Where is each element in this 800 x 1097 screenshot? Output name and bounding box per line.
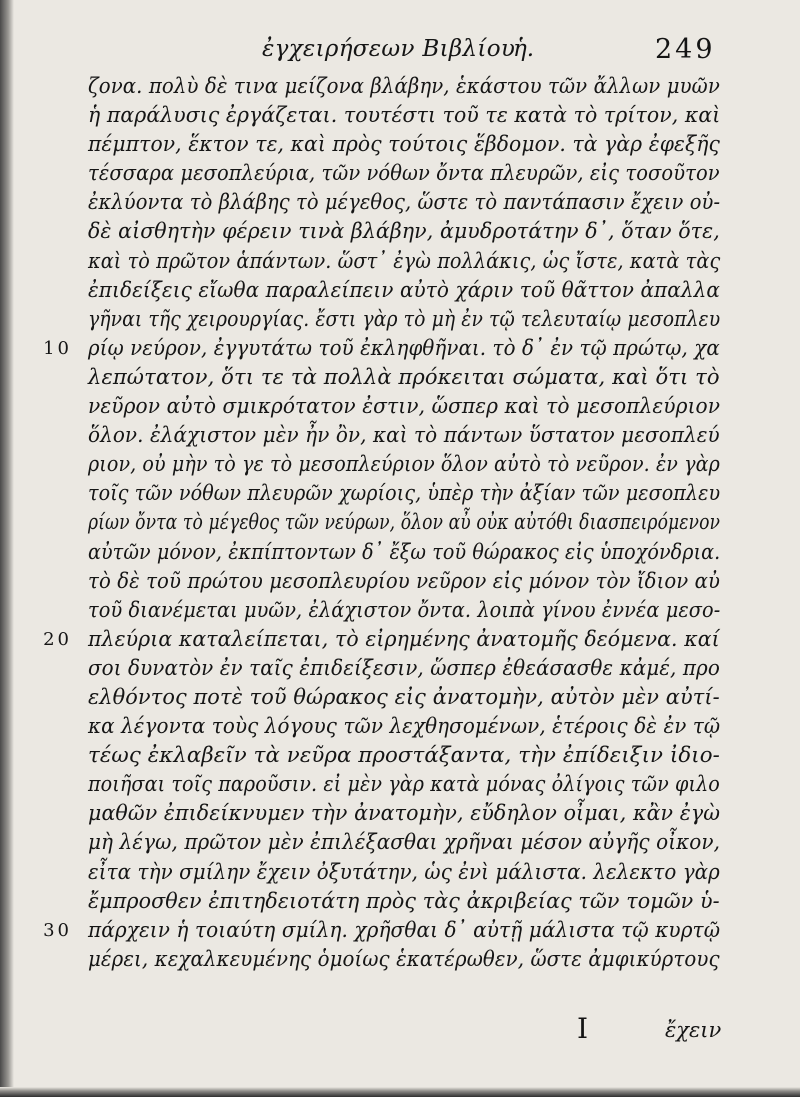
line-text: ἐπιδείξεις εἴωθα παραλείπειν αὐτὸ χάριν τοῦ θᾶττον ἀπαλλα bbox=[88, 277, 720, 302]
text-line bbox=[88, 741, 728, 770]
text-line bbox=[88, 945, 728, 974]
line-number: 20 bbox=[43, 628, 72, 650]
running-head bbox=[0, 30, 800, 66]
line-text: ελθόντος ποτὲ τοῦ θώρακος εἰς ἀνατομὴν, αὐτὸν μὲν αὐτί- bbox=[88, 684, 720, 709]
text-line bbox=[43, 625, 728, 654]
line-text: ἡ παράλυσις ἐργάζεται. τουτέστι τοῦ τε κατὰ τὸ τρίτον, καὶ bbox=[88, 103, 721, 128]
line-text: ρίων ὄντα τὸ μέγεθος τῶν νεύρων, ὅλον αὖ οὐκ αὐτόθι διασπειρόμενον bbox=[88, 510, 721, 535]
running-head-book-number: ἡ. bbox=[513, 36, 535, 62]
text-line bbox=[88, 188, 728, 217]
text-line bbox=[88, 276, 728, 305]
line-text: ὅλον. ἐλάχιστον μὲν ἦν ὂν, καὶ τὸ πάντων ὕστατον μεσοπλεύ bbox=[88, 423, 720, 448]
text-line bbox=[88, 479, 728, 508]
page-number: 249 bbox=[655, 34, 716, 65]
line-text: κα λέγοντα τοὺς λόγους τῶν λεχθησομένων, ἑτέροις δὲ ἐν τῷ bbox=[88, 714, 721, 739]
line-text: λεπώτατον, ὅτι τε τὰ πολλὰ πρόκειται σώματα, καὶ ὅτι τὸ bbox=[88, 364, 720, 389]
line-text: πλεύρια καταλείπεται, τὸ εἰρημένης ἀνατομῆς δεόμενα. καί bbox=[88, 626, 720, 651]
line-text: πάρχειν ἡ τοιαύτη σμίλη. χρῆσθαι δ᾽ αὐτῇ μάλιστα τῷ κυρτῷ bbox=[88, 917, 721, 942]
text-line bbox=[88, 363, 728, 392]
text-line bbox=[88, 799, 728, 828]
line-text: μέρει, κεχαλκευμένης ὁμοίως ἑκατέρωθεν, ὥστε ἀμφικύρτους bbox=[88, 946, 720, 971]
text-line bbox=[88, 450, 728, 479]
line-number: 30 bbox=[43, 919, 72, 941]
text-line bbox=[88, 101, 728, 130]
text-line bbox=[88, 392, 728, 421]
line-number: 10 bbox=[43, 337, 72, 359]
line-text: πέμπτον, ἕκτον τε, καὶ πρὸς τούτοις ἕβδομον. τὰ γὰρ ἐφεξῆς bbox=[88, 132, 720, 157]
line-text: μαθῶν ἐπιδείκνυμεν τὴν ἀνατομὴν, εὔδηλον οἶμαι, κἂν ἐγὼ bbox=[88, 801, 721, 826]
line-text: μὴ λέγω, πρῶτον μὲν ἐπιλέξασθαι χρῆναι μέσον αὐγῆς οἶκον, bbox=[88, 830, 721, 855]
text-line bbox=[88, 654, 728, 683]
line-text: αὐτῶν μόνον, ἐκπίπτοντων δ᾽ ἔξω τοῦ θώρακος εἰς ὑποχόνδρια. bbox=[88, 539, 721, 564]
line-text: ρίῳ νεύρον, ἐγγυτάτω τοῦ ἐκληφθῆναι. τὸ δ᾽ ἐν τῷ πρώτῳ, χα bbox=[88, 335, 720, 360]
text-line bbox=[88, 130, 728, 159]
text-line bbox=[88, 305, 728, 334]
text-line bbox=[88, 217, 728, 246]
line-text: τοῖς τῶν νόθων πλευρῶν χωρίοις, ὑπὲρ τὴν ἀξίαν τῶν μεσοπλευ bbox=[88, 481, 721, 506]
text-line bbox=[88, 770, 728, 799]
line-text: γῆναι τῆς χειρουργίας. ἔστι γὰρ τὸ μὴ ἐν τῷ τελευταίῳ μεσοπλευ bbox=[88, 306, 721, 331]
line-text: τὸ δὲ τοῦ πρώτου μεσοπλευρίου νεῦρον εἰς μόνον τὸν ἴδιον αὐ bbox=[88, 568, 721, 593]
text-line bbox=[88, 567, 728, 596]
line-text: ζονα. πολὺ δὲ τινα μείζονα βλάβην, ἑκάστου τῶν ἄλλων μυῶν bbox=[88, 74, 720, 98]
text-line bbox=[88, 683, 728, 712]
line-text: δὲ αἰσθητὴν φέρειν τινὰ βλάβην, ἀμυδροτάτην δ᾽, ὅταν ὅτε, bbox=[88, 219, 720, 244]
text-line bbox=[88, 508, 728, 537]
line-text: νεῦρον αὐτὸ σμικρότατον ἐστιν, ὥσπερ καὶ τὸ μεσοπλεύριον bbox=[88, 394, 721, 419]
text-line bbox=[88, 887, 728, 916]
line-text: σοι δυνατὸν ἐν ταῖς ἐπιδείξεσιν, ὥσπερ ἐθεάσασθε κἀμέ, προ bbox=[88, 655, 720, 680]
line-text: ἔμπροσθεν ἐπιτηδειοτάτη πρὸς τὰς ἀκριβείας τῶν τομῶν ὑ- bbox=[88, 888, 720, 913]
line-text: ἐκλύοντα τὸ βλάβης τὸ μέγεθος, ὥστε τὸ παντάπασιν ἔχειν οὐ- bbox=[88, 190, 721, 215]
line-text: ποιῆσαι τοῖς παροῦσιν. εἰ μὲν γὰρ κατὰ μόνας ὀλίγοις τῶν φιλο bbox=[88, 772, 720, 797]
running-head-title: ἐγχειρήσεων Βιβλίου bbox=[262, 36, 516, 62]
line-text: τοῦ διανέμεται μυῶν, ἐλάχιστον ὄντα. λοιπὰ γίνου ἐννέα μεσο- bbox=[88, 597, 721, 622]
line-text: καὶ τὸ πρῶτον ἁπάντων. ὥστ᾽ ἐγὼ πολλάκις, ὡς ἴστε, κατὰ τὰς bbox=[88, 248, 721, 273]
line-text: τέσσαρα μεσοπλεύρια, τῶν νόθων ὄντα πλευρῶν, εἰς τοσοῦτον bbox=[88, 161, 720, 186]
text-line bbox=[88, 596, 728, 625]
text-line bbox=[88, 421, 728, 450]
line-text: τέως ἐκλαβεῖν τὰ νεῦρα προστάξαντα, τὴν ἐπίδειξιν ἰδιο- bbox=[88, 743, 720, 768]
catchword: ἔχειν bbox=[665, 1018, 722, 1042]
text-line bbox=[88, 828, 728, 857]
signature-mark: I bbox=[577, 1012, 589, 1045]
text-block bbox=[43, 72, 728, 1032]
text-line bbox=[43, 916, 728, 945]
text-line bbox=[88, 858, 728, 887]
text-line bbox=[88, 538, 728, 567]
text-line bbox=[88, 159, 728, 188]
text-line bbox=[88, 712, 728, 741]
text-line bbox=[88, 247, 728, 276]
line-text: ριον, οὐ μὴν τὸ γε τὸ μεσοπλεύριον ὅλον αὐτὸ τὸ νεῦρον. ἐν γὰρ bbox=[88, 452, 720, 477]
line-text: εἶτα τὴν σμίλην ἔχειν ὀξυτάτην, ὡς ἐνὶ μάλιστα. λελεκτο γὰρ bbox=[88, 859, 720, 884]
text-line bbox=[43, 334, 728, 363]
text-line bbox=[88, 72, 728, 101]
